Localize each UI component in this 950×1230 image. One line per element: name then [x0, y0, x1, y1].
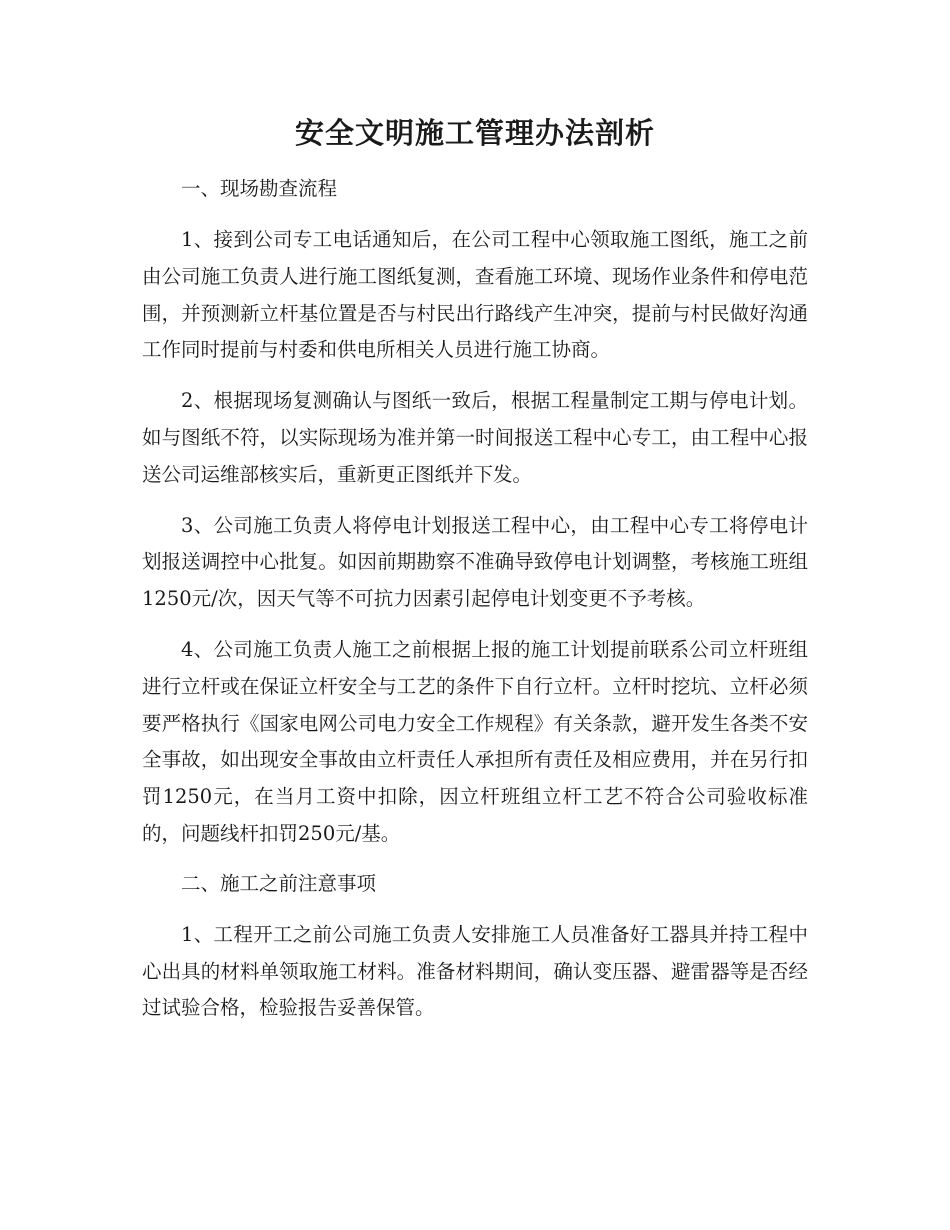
document-title: 安全文明施工管理办法剖析: [294, 116, 655, 150]
section-heading-1: 一、现场勘查流程: [181, 177, 338, 200]
paragraph-1-4: 4、公司施工负责人施工之前根据上报的施工计划提前联系公司立杆班组进行立杆或在保证立杆安全与工艺的条件下自行立杆。立杆时挖坑、立杆必须要严格执行《国家电网公司电力安全工作规程》有关条款，避开发生各类不安全事故，如出现安全事故由立杆责任人承担所有责任及相应费用，并在另行扣罚1250元，在当月工资中扣除，因立杆班组立杆工艺不符合公司验收标准的，问题线杆扣罚250元/基。: [142, 637, 808, 845]
paragraph-1-1: 1、接到公司专工电话通知后，在公司工程中心领取施工图纸，施工之前由公司施工负责人进行施工图纸复测，查看施工环境、现场作业条件和停电范围，并预测新立杆基位置是否与村民出行路线产生冲突，提前与村民做好沟通工作同时提前与村委和供电所相关人员进行施工协商。: [142, 228, 808, 362]
paragraph-1-2: 2、根据现场复测确认与图纸一致后，根据工程量制定工期与停电计划。如与图纸不符，以实际现场为准并第一时间报送工程中心专工，由工程中心报送公司运维部核实后，重新更正图纸并下发。: [142, 389, 808, 486]
document-page: [142, 108, 808, 1027]
paragraph-1-3: 3、公司施工负责人将停电计划报送工程中心，由工程中心专工将停电计划报送调控中心批复。如因前期勘察不准确导致停电计划调整，考核施工班组1250元/次，因天气等不可抗力因素引起停电计划变更不予考核。: [142, 513, 808, 611]
paragraph-2-1: 1、工程开工之前公司施工负责人安排施工人员准备好工器具并持工程中心出具的材料单领取施工材料。准备材料期间，确认变压器、避雷器等是否经过试验合格，检验报告妥善保管。: [142, 922, 808, 1020]
section-heading-2: 二、施工之前注意事项: [181, 871, 377, 895]
